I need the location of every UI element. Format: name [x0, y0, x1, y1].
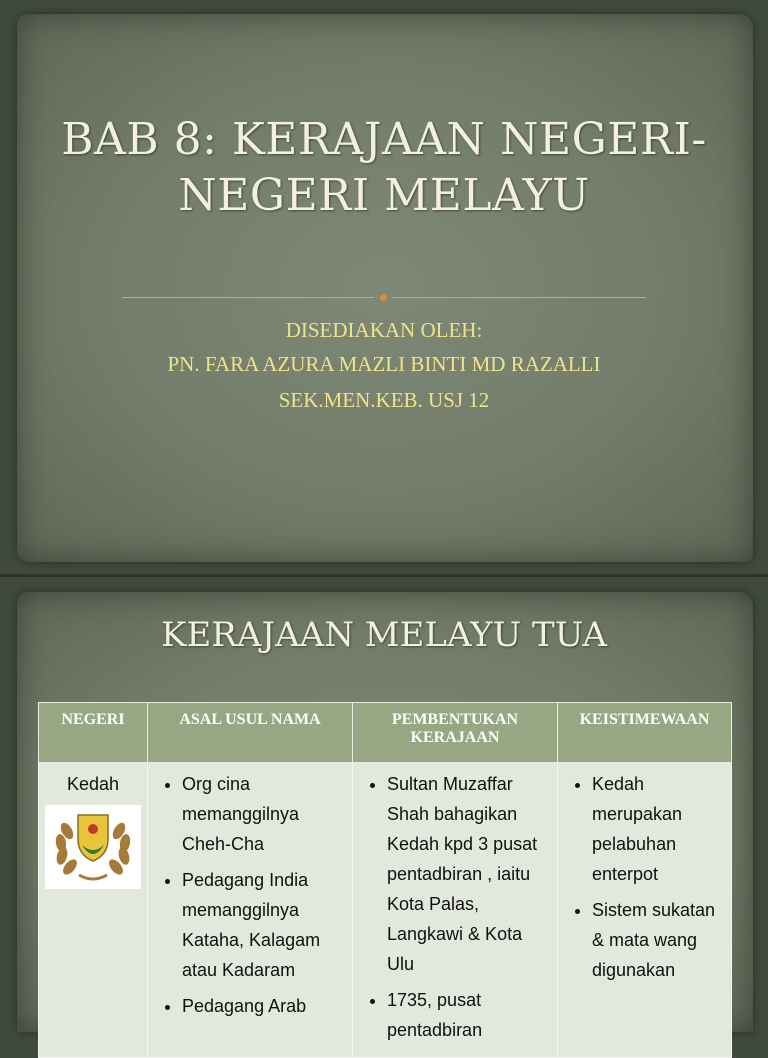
- school-name: SEK.MEN.KEB. USJ 12: [278, 388, 490, 412]
- kedah-crest-icon: [45, 805, 141, 889]
- list-item: • Org cina memanggilnya Cheh-Cha: [182, 769, 346, 859]
- divider-dot-icon: [380, 294, 387, 301]
- paper-background: [17, 14, 753, 562]
- table-row: [39, 763, 732, 1058]
- slide-title: [40, 112, 728, 224]
- negeri-name: Kedah: [66, 774, 120, 794]
- divider-rule-left: [122, 297, 374, 298]
- header-negeri: NEGERI: [39, 703, 148, 763]
- kerajaan-table: [38, 702, 732, 1058]
- content-slide: [0, 577, 768, 1040]
- cell-negeri: [39, 763, 148, 1058]
- list-item: • 1735, pusat pentadbiran: [387, 985, 551, 1045]
- author-name: PN. FARA AZURA MAZLI BINTI MD RAZALLI: [167, 352, 601, 376]
- title-line-1: BAB 8: KERAJAAN NEGERI-: [61, 114, 707, 165]
- header-keistimewaan: KEISTIMEWAAN: [558, 703, 732, 763]
- cell-keistimewaan: [558, 763, 732, 1058]
- divider-rule-right: [392, 297, 646, 298]
- list-item: • Pedagang Arab: [182, 991, 346, 1021]
- slide-title: KERAJAAN MELAYU TUA: [161, 615, 607, 655]
- title-line-2: NEGERI MELAYU: [178, 170, 590, 221]
- cell-asal-usul: [148, 763, 353, 1058]
- list-item: • Sultan Muzaffar Shah bahagikan Kedah kpd 3 pusat pentadbiran , iaitu Kota Palas, Langkawi & Kota Ulu: [387, 769, 551, 979]
- list-item: • Sistem sukatan & mata wang digunakan: [592, 895, 725, 985]
- list-item: • Pedagang India memanggilnya Kataha, Kalagam atau Kadaram: [182, 865, 346, 985]
- table-header-row: [39, 703, 732, 763]
- list-item: • Kedah merupakan pelabuhan enterpot: [592, 769, 725, 889]
- header-asal-usul-nama: ASAL USUL NAMA: [148, 703, 353, 763]
- prepared-by-label: DISEDIAKAN OLEH:: [285, 318, 483, 342]
- cell-pembentukan: [353, 763, 558, 1058]
- header-pembentukan-kerajaan: PEMBENTUKAN KERAJAAN: [353, 703, 558, 763]
